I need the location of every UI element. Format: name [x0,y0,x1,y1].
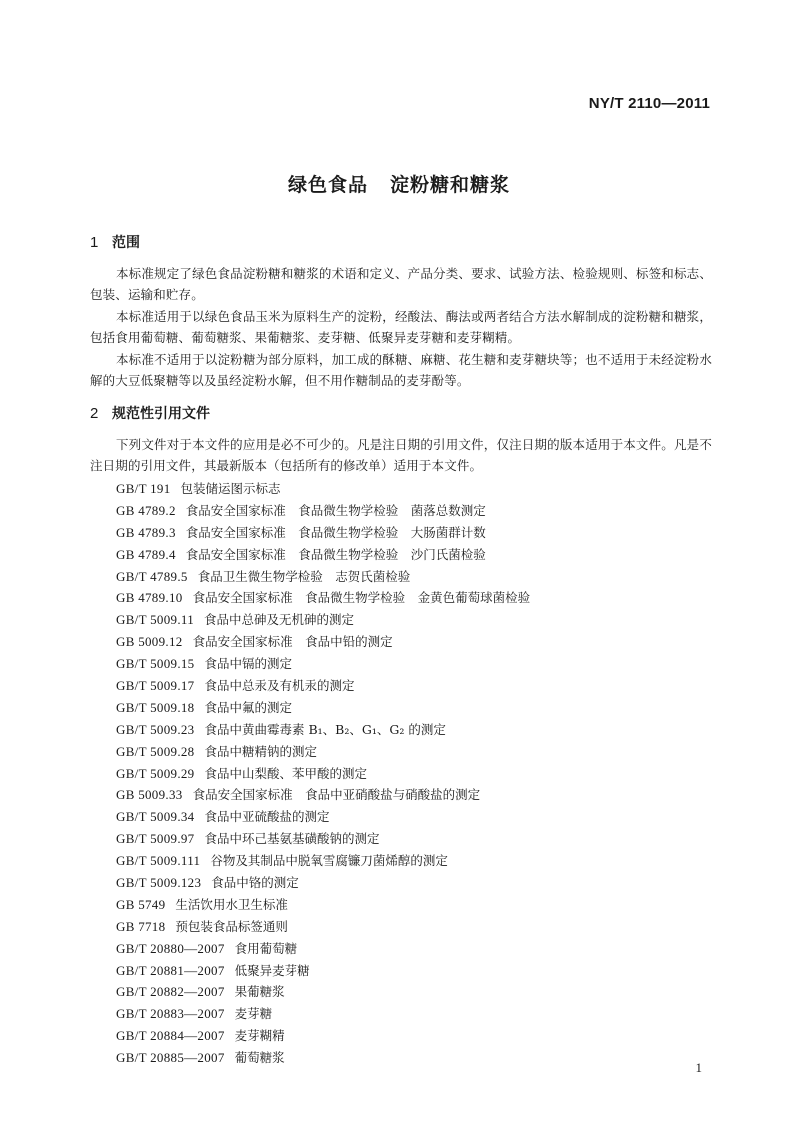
reference-title: 食品中总汞及有机汞的测定 [204,678,355,694]
reference-code: GB 5749 [116,896,166,912]
reference-title: 食品安全国家标准 食品中亚硝酸盐与硝酸盐的测定 [192,787,481,803]
reference-item [116,1048,530,1070]
section-2-title: 规范性引用文件 [112,406,210,422]
reference-code: GB/T 5009.28 [116,743,195,759]
reference-title: 食品中黄曲霉毒素 B₁、B₂、G₁、G₂ 的测定 [204,721,446,737]
reference-code: GB/T 191 [116,481,171,496]
reference-code: GB/T 20880—2007 [116,940,225,956]
reference-code: GB/T 5009.111 [116,853,201,869]
reference-item [116,764,530,786]
section-1-paragraph-2: 本标准适用于以绿色食品玉米为原料生产的淀粉，经酸法、酶法或两者结合方法水解制成的淀粉糖和糖浆，包括食用葡萄糖、葡萄糖浆、果葡糖浆、麦芽糖、低聚异麦芽糖和麦芽糊精。 [90,309,712,345]
reference-item [116,807,530,829]
reference-title: 食品安全国家标准 食品中铅的测定 [192,634,393,650]
reference-title: 食品中氟的测定 [204,699,292,715]
section-1-heading [90,232,140,252]
reference-title: 食品安全国家标准 食品微生物学检验 沙门氏菌检验 [185,546,486,562]
standard-code: NY/T 2110—2011 [588,95,710,112]
reference-item [116,698,530,720]
reference-title: 食品中镉的测定 [204,656,292,672]
reference-code: GB/T 5009.17 [116,678,195,694]
reference-title: 食品安全国家标准 食品微生物学检验 金黄色葡萄球菌检验 [192,590,531,606]
reference-item [116,501,530,523]
reference-title: 葡萄糖浆 [234,1050,285,1066]
reference-title: 生活饮用水卫生标准 [175,896,288,912]
reference-code: GB 4789.4 [116,546,176,562]
reference-item [116,742,530,764]
reference-title: 麦芽糖 [234,1006,273,1022]
section-2-heading [90,403,210,423]
section-2-number: 2 [90,405,99,422]
reference-item [116,961,530,983]
reference-code: GB/T 20882—2007 [116,984,225,1000]
reference-title: 食品中铬的测定 [211,875,299,891]
reference-title: 麦芽糊精 [234,1028,285,1044]
reference-title: 食品安全国家标准 食品微生物学检验 菌落总数测定 [185,502,486,518]
reference-title: 食品中山梨酸、苯甲酸的测定 [204,765,367,781]
reference-item [116,654,530,676]
page-number: 1 [695,1060,702,1075]
reference-item [116,982,530,1004]
reference-title: 包装储运图示标志 [180,481,281,496]
reference-title: 食品中总砷及无机砷的测定 [204,612,355,628]
reference-title: 果葡糖浆 [234,984,285,1000]
reference-list [116,479,530,1070]
section-1-title: 范围 [112,235,140,251]
reference-code: GB/T 20884—2007 [116,1028,225,1044]
reference-item [116,588,530,610]
title-part-1: 绿色食品 [287,174,368,196]
reference-code: GB/T 4789.5 [116,568,188,584]
reference-code: GB 4789.10 [116,590,183,606]
reference-code: GB 4789.2 [116,502,176,518]
reference-item [116,545,530,567]
reference-item [116,1026,530,1048]
reference-code: GB/T 20881—2007 [116,962,225,978]
reference-title: 食品卫生微生物学检验 志贺氏菌检验 [197,568,411,584]
reference-code: GB/T 5009.29 [116,765,195,781]
reference-code: GB/T 5009.97 [116,831,195,847]
title-part-2: 淀粉糖和糖浆 [390,174,511,196]
reference-title: 食品中糖精钠的测定 [204,743,317,759]
reference-title: 食品中亚硫酸盐的测定 [204,809,330,825]
reference-code: GB/T 5009.18 [116,699,195,715]
reference-title: 低聚异麦芽糖 [234,962,310,978]
reference-title: 食品中环己基氨基磺酸钠的测定 [204,831,380,847]
reference-item [116,895,530,917]
reference-code: GB/T 5009.11 [116,612,194,628]
reference-title: 食用葡萄糖 [234,940,298,956]
reference-code: GB 4789.3 [116,524,176,540]
reference-item [116,851,530,873]
reference-code: GB/T 20883—2007 [116,1006,225,1022]
reference-title: 谷物及其制品中脱氧雪腐镰刀菌烯醇的测定 [210,853,448,869]
section-1-number: 1 [90,234,99,251]
reference-code: GB/T 20885—2007 [116,1050,225,1066]
reference-code: GB 7718 [116,918,166,934]
reference-item [116,676,530,698]
reference-title: 预包装食品标签通则 [175,918,288,934]
reference-item [116,567,530,589]
reference-item [116,939,530,961]
reference-item [116,1004,530,1026]
reference-item [116,785,530,807]
reference-item [116,873,530,895]
reference-item [116,479,530,501]
reference-item [116,523,530,545]
reference-title: 食品安全国家标准 食品微生物学检验 大肠菌群计数 [185,524,486,540]
reference-item [116,610,530,632]
reference-code: GB/T 5009.15 [116,656,195,672]
document-title [0,170,798,197]
reference-code: GB/T 5009.123 [116,875,202,891]
reference-item [116,829,530,851]
reference-item [116,720,530,742]
section-2-intro: 下列文件对于本文件的应用是必不可少的。凡是注日期的引用文件，仅注日期的版本适用于本文件。凡是不注日期的引用文件，其最新版本（包括所有的修改单）适用于本文件。 [90,437,712,473]
reference-item [116,632,530,654]
reference-item [116,917,530,939]
reference-code: GB 5009.33 [116,787,183,803]
section-1-paragraph-1: 本标准规定了绿色食品淀粉糖和糖浆的术语和定义、产品分类、要求、试验方法、检验规则、标签和标志、包装、运输和贮存。 [90,266,712,302]
reference-code: GB/T 5009.23 [116,721,195,737]
section-1-paragraph-3: 本标准不适用于以淀粉糖为部分原料，加工成的酥糖、麻糖、花生糖和麦芽糖块等；也不适用于未经淀粉水解的大豆低聚糖等以及虽经淀粉水解，但不用作糖制品的麦芽酚等。 [90,352,712,388]
reference-code: GB 5009.12 [116,634,183,650]
reference-code: GB/T 5009.34 [116,809,195,825]
